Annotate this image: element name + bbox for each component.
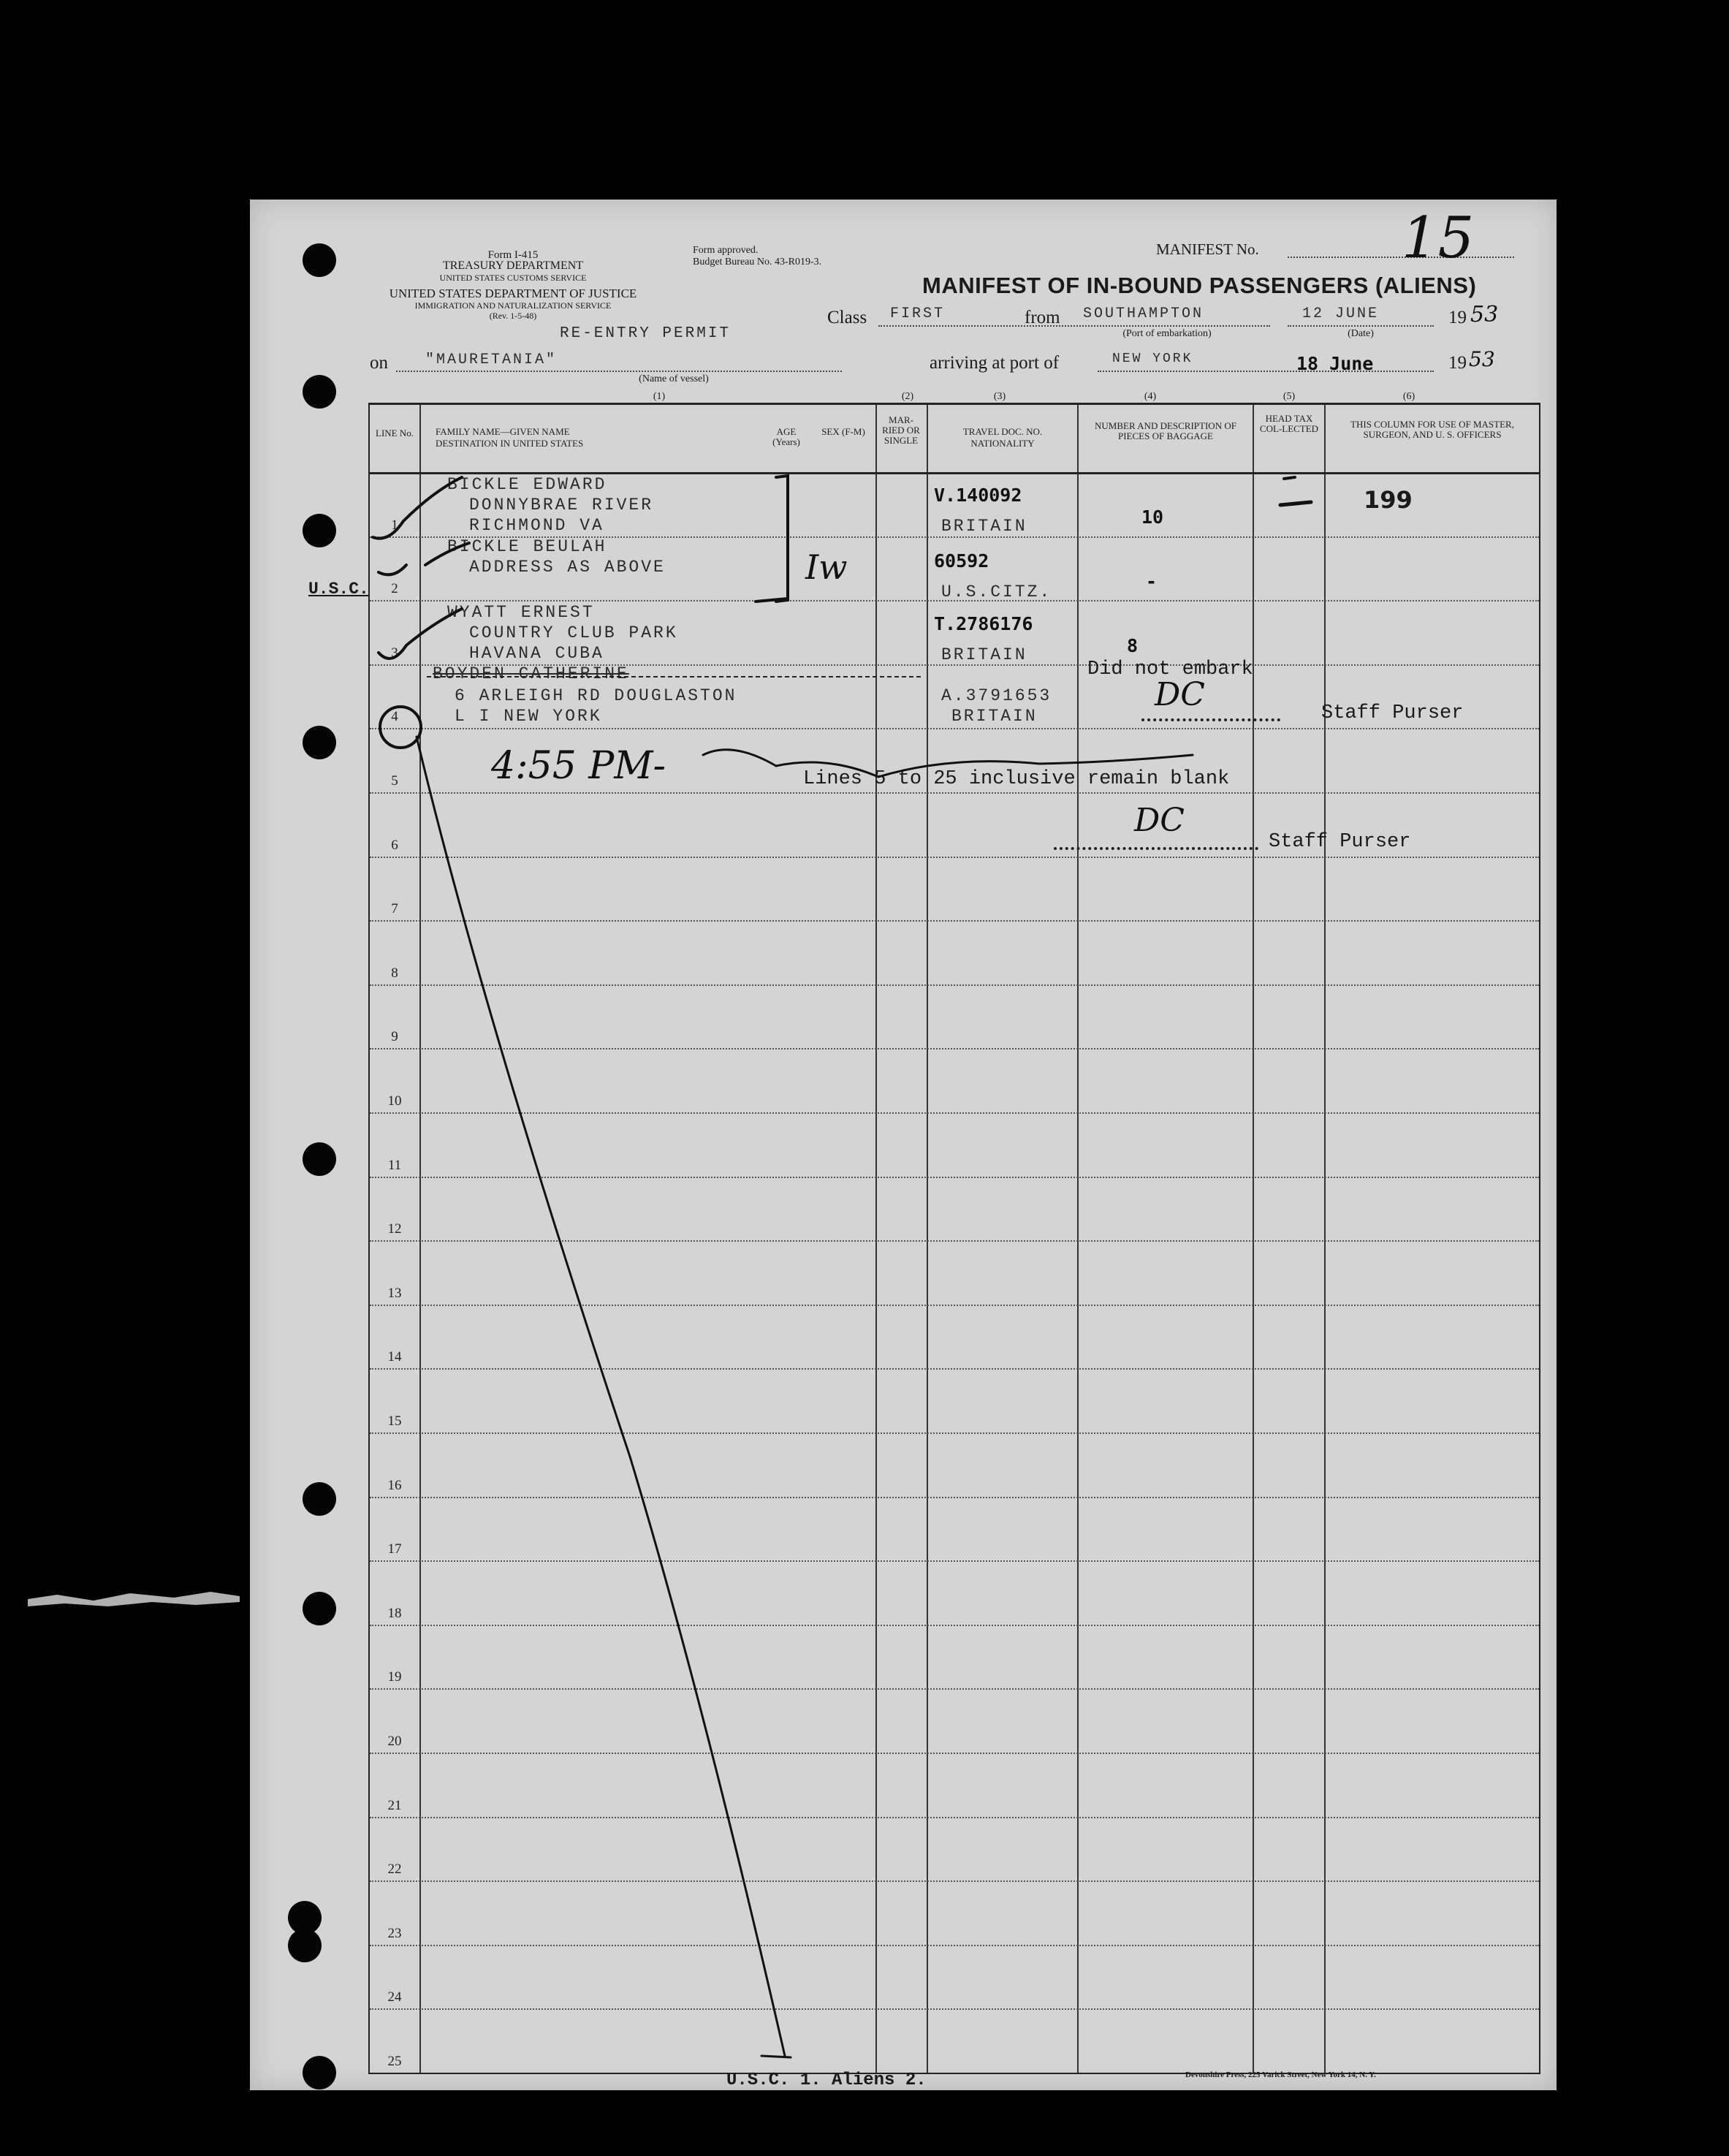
- p3-doc: T.2786176: [934, 613, 1033, 634]
- purser-initials-1: DC: [1155, 676, 1205, 713]
- dept-justice: UNITED STATES DEPARTMENT OF JUSTICE: [389, 286, 637, 300]
- port-caption: (Port of embarkation): [1122, 328, 1212, 339]
- p4-nationality: BRITAIN: [951, 707, 1038, 726]
- checkmark-3: [379, 609, 462, 658]
- line-number: 18: [387, 1605, 402, 1621]
- p2-nationality: U.S.CITZ.: [941, 582, 1052, 601]
- p4-dest-2: L I NEW YORK: [455, 707, 602, 726]
- colnum-5: (5): [1282, 391, 1296, 402]
- colnum-4: (4): [1144, 391, 1157, 402]
- staff-purser-2: Staff Purser: [1269, 831, 1411, 853]
- class-value: FIRST: [890, 305, 946, 322]
- year-prefix-2: 19: [1448, 353, 1467, 373]
- p2-dest-1: ADDRESS AS ABOVE: [469, 558, 666, 577]
- date-caption: (Date): [1348, 328, 1374, 339]
- p1-dest-1: DONNYBRAE RIVER: [469, 496, 654, 515]
- line-number: 23: [387, 1925, 402, 1941]
- printer-imprint: Devonshire Press, 225 Varick Street, New York 14, N. Y.: [1185, 2070, 1376, 2079]
- manifest-no-value: 15: [1402, 205, 1475, 271]
- line-number: 21: [387, 1797, 402, 1813]
- blank-lines-note: Lines 5 to 25 inclusive remain blank: [803, 768, 1230, 790]
- line-number: 19: [387, 1669, 402, 1685]
- from-label: from: [1025, 308, 1060, 327]
- dept-immigration: IMMIGRATION AND NATURALIZATION SERVICE: [414, 300, 612, 311]
- p3-dest-1: COUNTRY CLUB PARK: [469, 623, 678, 642]
- line-number: 22: [387, 1861, 402, 1878]
- line-number: 2: [391, 581, 398, 597]
- col-head-age: AGE (Years): [772, 426, 800, 447]
- line-4-circle: [380, 707, 421, 748]
- did-not-embark: Did not embark: [1087, 658, 1253, 680]
- p2-doc: 60592: [934, 550, 989, 572]
- p1-doc: V.140092: [934, 485, 1022, 506]
- dept-treasury: TREASURY DEPARTMENT: [442, 259, 584, 272]
- manifest-no-label: MANIFEST No.: [1156, 240, 1259, 258]
- manifest-page: [250, 200, 1557, 2090]
- line-number: 6: [391, 837, 398, 853]
- arrival-date: 18 June: [1296, 353, 1374, 374]
- staff-purser-1: Staff Purser: [1321, 702, 1464, 724]
- year-prefix-1: 19: [1448, 308, 1467, 327]
- p1-name: BICKLE EDWARD: [447, 475, 607, 494]
- year-suffix-1: 53: [1470, 302, 1499, 327]
- vessel-caption: (Name of vessel): [639, 373, 709, 384]
- head-tax-tick: [1284, 477, 1295, 479]
- line-number: 4: [391, 709, 398, 725]
- p4-doc: A.3791653: [941, 686, 1052, 705]
- line-number: 10: [387, 1093, 402, 1109]
- line-number: 8: [391, 965, 398, 981]
- line-number: 25: [387, 2054, 402, 2069]
- arriving-label: arriving at port of: [930, 353, 1060, 373]
- line-number: 11: [387, 1157, 402, 1173]
- form-number: Form I-415: [487, 249, 539, 261]
- line-number: 3: [391, 645, 398, 661]
- col-head-travel-doc: TRAVEL DOC. NO.: [962, 426, 1043, 437]
- p1-nationality: BRITAIN: [941, 517, 1027, 536]
- line-number: 7: [391, 901, 398, 917]
- vessel-name: "MAURETANIA": [425, 352, 558, 368]
- usc-side-label: U.S.C.: [308, 580, 369, 599]
- on-label: on: [370, 353, 388, 373]
- usc-bracket-mark: Iw: [805, 547, 848, 587]
- line-number: 16: [387, 1477, 402, 1493]
- p2-baggage: -: [1146, 571, 1158, 592]
- class-label: Class: [827, 308, 867, 327]
- checkmark-2: [379, 565, 406, 574]
- p3-baggage: 8: [1127, 635, 1139, 656]
- usc-bracket: [776, 476, 788, 601]
- line-number: 20: [387, 1734, 402, 1749]
- approved-label: Form approved.: [693, 245, 759, 256]
- signature-scribble: [703, 750, 1193, 777]
- col-head-married: MAR-RIED OR SINGLE: [882, 414, 920, 446]
- budget-bureau: Budget Bureau No. 43-R019-3.: [693, 257, 822, 267]
- p1-officer-mark: 199: [1364, 486, 1413, 514]
- reentry-permit: RE-ENTRY PERMIT: [560, 325, 732, 342]
- time-note: 4:55 PM-: [491, 744, 666, 788]
- line-number: 9: [391, 1029, 398, 1045]
- line-number: 24: [387, 1989, 402, 2005]
- p4-dest-1: 6 ARLEIGH RD DOUGLASTON: [455, 686, 737, 705]
- colnum-3: (3): [993, 391, 1006, 402]
- line-number: 17: [387, 1541, 402, 1557]
- dept-customs: UNITED STATES CUSTOMS SERVICE: [439, 273, 587, 283]
- checkmark-2-tail: [425, 543, 469, 565]
- line-number: 15: [387, 1413, 402, 1429]
- film-streak: [28, 1584, 240, 1611]
- p2-name: BICKLE BEULAH: [447, 537, 607, 556]
- col-head-line: LINE No.: [376, 428, 414, 439]
- line-number: 12: [387, 1221, 402, 1237]
- col-head-officers: THIS COLUMN FOR USE OF MASTER, SURGEON, AND U. S. OFFICERS: [1350, 419, 1514, 440]
- p4-name: BOYDEN CATHERINE: [433, 664, 629, 683]
- void-line: [417, 737, 785, 2056]
- line-number: 5: [391, 773, 398, 789]
- col-head-head-tax: HEAD TAX COL-LECTED: [1259, 413, 1319, 434]
- col-head-sex: SEX (F-M): [821, 426, 865, 437]
- p3-nationality: BRITAIN: [941, 645, 1027, 664]
- p3-dest-2: HAVANA CUBA: [469, 644, 604, 663]
- col-head-name: FAMILY NAME—GIVEN NAME: [436, 426, 570, 437]
- colnum-6: (6): [1402, 391, 1416, 402]
- date-value: 12 JUNE: [1302, 305, 1380, 322]
- checkmark-1: [373, 477, 462, 539]
- p1-baggage: 10: [1141, 506, 1164, 528]
- from-value: SOUTHAMPTON: [1083, 305, 1204, 322]
- col-head-nationality: NATIONALITY: [970, 438, 1035, 449]
- col-head-destination: DESTINATION IN UNITED STATES: [436, 438, 584, 449]
- handwriting-overlay: [250, 200, 1557, 2090]
- arrival-port: NEW YORK: [1112, 352, 1193, 366]
- p1-dest-2: RICHMOND VA: [469, 516, 604, 535]
- purser-initials-2: DC: [1134, 802, 1185, 839]
- form-revision: (Rev. 1-5-48): [489, 311, 537, 321]
- head-tax-dash: [1280, 502, 1311, 505]
- line-number: 14: [387, 1349, 402, 1365]
- year-suffix-2: 53: [1469, 347, 1495, 371]
- line-number: 13: [387, 1285, 402, 1301]
- p3-name: WYATT ERNEST: [447, 603, 595, 622]
- line-number: 1: [391, 517, 398, 533]
- footer-summary: U.S.C. 1. Aliens 2.: [726, 2070, 927, 2090]
- void-line-foot: [761, 2056, 791, 2057]
- colnum-1: (1): [653, 391, 666, 402]
- colnum-2: (2): [901, 391, 914, 402]
- col-head-baggage: NUMBER AND DESCRIPTION OF PIECES OF BAGGAGE: [1095, 420, 1236, 441]
- form-title: MANIFEST OF IN-BOUND PASSENGERS (ALIENS): [922, 273, 1477, 298]
